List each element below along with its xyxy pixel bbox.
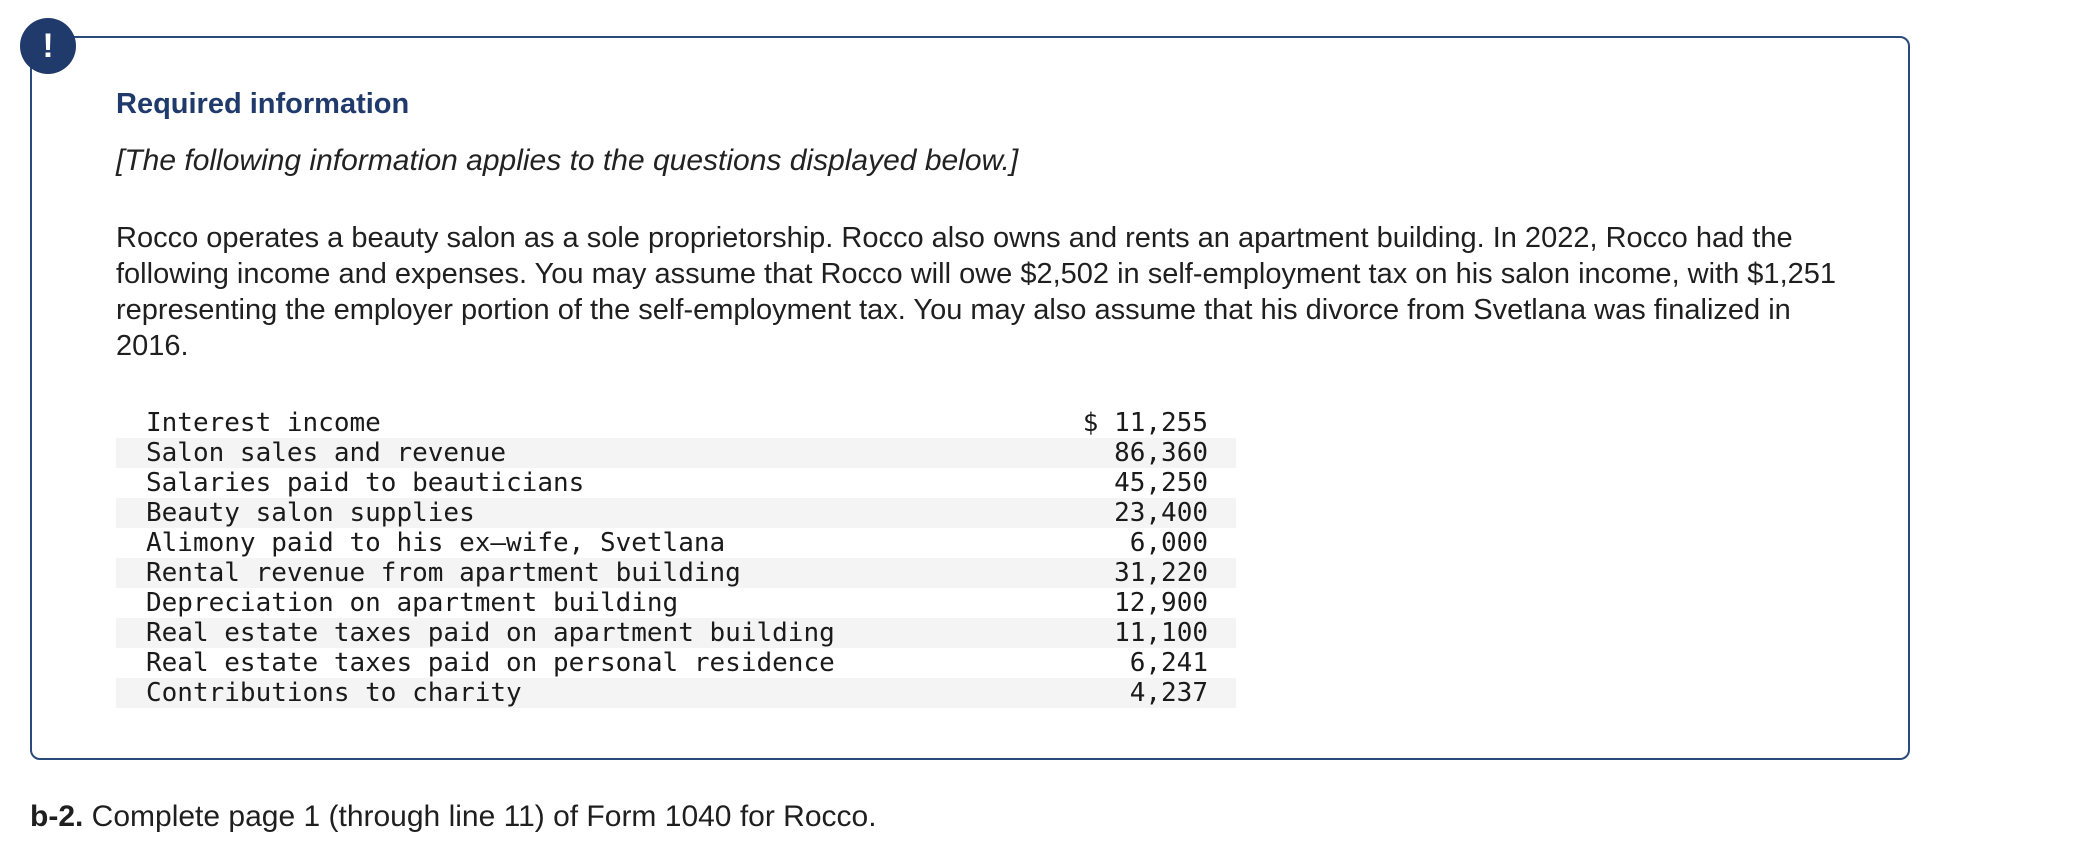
item-amount: 45,250 [1114, 468, 1208, 498]
item-amount: 86,360 [1008, 438, 1236, 468]
income-expense-table [116, 408, 1236, 708]
table-row [116, 438, 1236, 468]
item-label: Contributions to charity [116, 678, 1008, 708]
table-row [116, 678, 1236, 708]
item-label: Real estate taxes paid on personal residence [146, 648, 835, 678]
item-label: Rental revenue from apartment building [116, 558, 1008, 588]
table-row [116, 648, 1236, 678]
table-row [116, 468, 1236, 498]
item-amount: 12,900 [1114, 588, 1208, 618]
item-amount: 6,241 [1129, 648, 1208, 678]
item-amount: 6,000 [1129, 528, 1208, 558]
item-label: Real estate taxes paid on apartment building [116, 618, 1008, 648]
table-row [116, 588, 1236, 618]
item-amount: 4,237 [1008, 678, 1236, 708]
item-label: Salon sales and revenue [116, 438, 1008, 468]
exclamation-icon: ! [20, 18, 76, 74]
item-amount: 11,100 [1008, 618, 1236, 648]
table-row [116, 558, 1236, 588]
table-row [116, 528, 1236, 558]
question-prompt [30, 800, 877, 834]
table-row [116, 408, 1236, 438]
question-id: b-2. [30, 800, 84, 833]
item-label: Interest income [146, 408, 381, 438]
table-row [116, 618, 1236, 648]
item-label: Salaries paid to beauticians [146, 468, 585, 498]
question-text: Complete page 1 (through line 11) of Form 1040 for Rocco. [83, 800, 877, 833]
required-information-title: Required information [116, 88, 410, 120]
item-amount: $ 11,255 [1082, 408, 1208, 438]
item-label: Alimony paid to his ex–wife, Svetlana [146, 528, 726, 558]
item-amount: 31,220 [1008, 558, 1236, 588]
item-label: Depreciation on apartment building [146, 588, 679, 618]
item-amount: 23,400 [1008, 498, 1236, 528]
scenario-paragraph: Rocco operates a beauty salon as a sole proprietorship. Rocco also owns and rents an apartment building. In 2022, Rocco had the following income and expenses. You may assume that Rocco will owe $2,502 in self-employment tax on his salon income, with $1,251 representing the employer portion of the self-employment tax. You may also assume that his divorce from Svetlana was finalized in 2016. [116, 222, 1837, 362]
applies-note: [The following information applies to the questions displayed below.] [116, 144, 1019, 177]
item-label: Beauty salon supplies [116, 498, 1008, 528]
table-row [116, 498, 1236, 528]
